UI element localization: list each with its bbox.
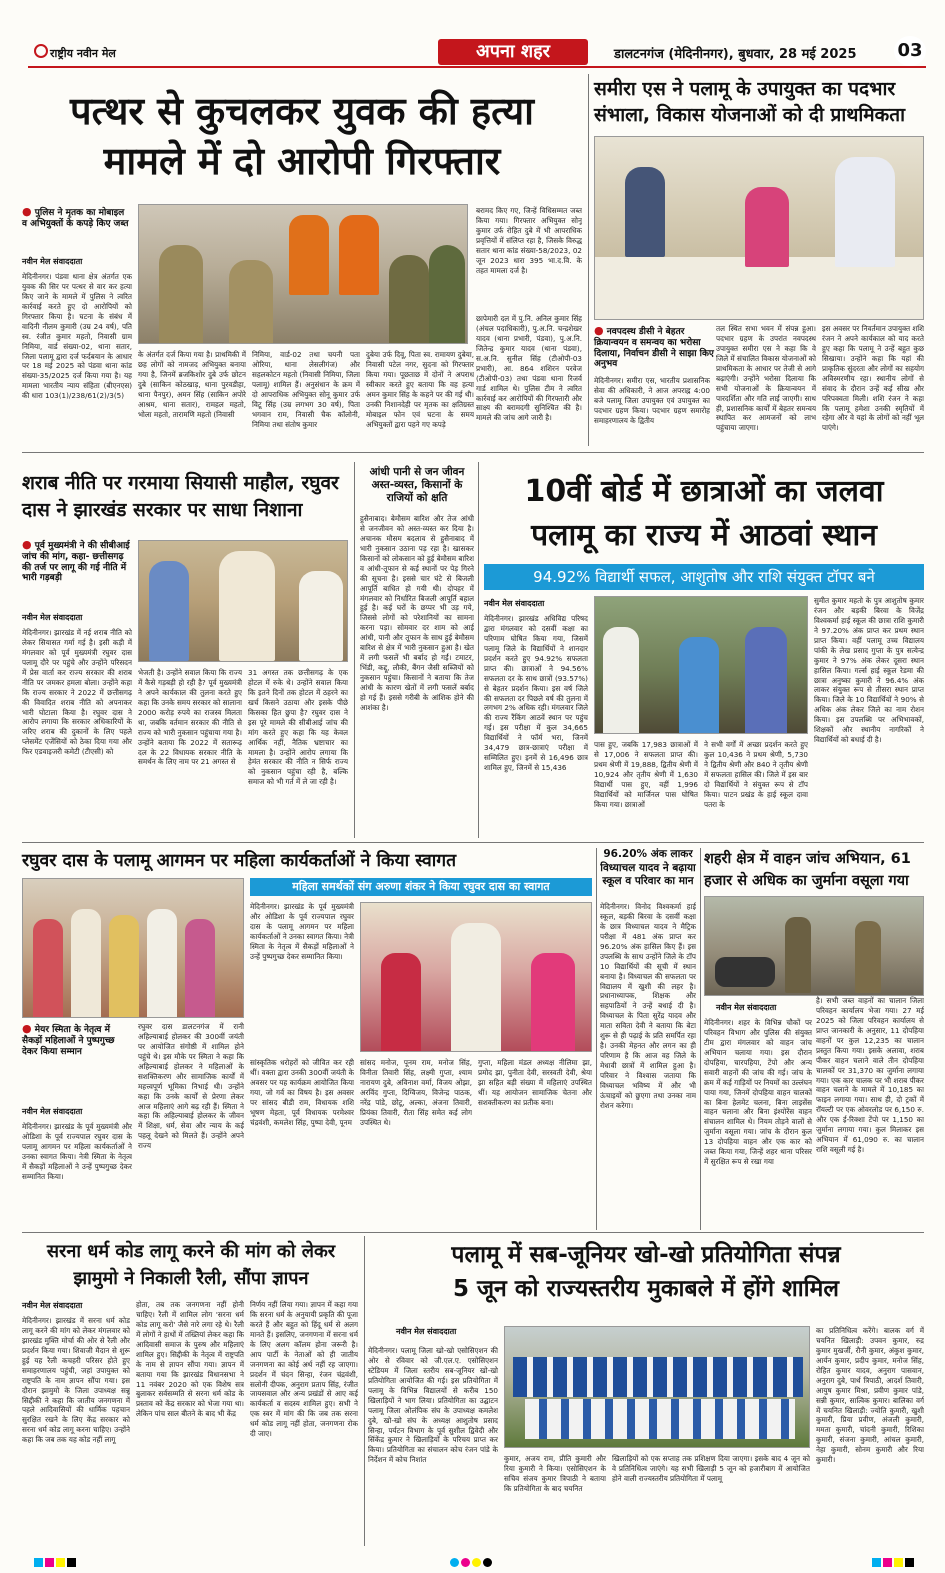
- team-row: [513, 1357, 803, 1397]
- registration-color-strip: [450, 1552, 494, 1571]
- story8-byline: नवीन मेल संवाददाता: [716, 1003, 777, 1012]
- divider: [596, 848, 597, 1230]
- bullet-dot-icon: ●: [22, 205, 32, 218]
- story5-body-col2: पास हुए, जबकि 17,983 छात्राओं में से 17,006 ने सफलता प्राप्त की। प्रथम श्रेणी में 19,888, द्वितीय श्रेणी में 10,924 और तृतीय श्रेणी में 1,630 विद्यार्थी पास हुए, वहीं 1,996 विद्यार्थियों को मार्जिनल पास घोषित किया गया। छात्राओं: [594, 740, 698, 809]
- guest-figure: [381, 953, 421, 1052]
- story1-headline-line1: पत्थर से कुचलकर युवक की हत्या: [69, 89, 534, 133]
- speaker-figure: [149, 561, 189, 661]
- story4-headline: आंधी पानी से जन जीवन अस्त-व्यस्त, किसानों के राजियों को क्षति: [369, 466, 465, 505]
- masthead: [28, 36, 926, 68]
- story5-headline: [484, 470, 924, 558]
- story1-headline: [22, 86, 582, 186]
- story10-body-col4: का प्रतिनिधित्व करेंगे। बालक वर्ग में चयनित खिलाड़ी: उपवन कुमार, रुद्र कुमार मुखर्जी, रौनी कुमार, अंकुश कुमार, आर्यन कुमार, प्रदीप कुमार, मनोज सिंह, रोहित कुमार यादव, अनुराग पासवान, अनुराग दुबे, पार्थ त्रिपाठी, आदर्श तिवारी, आयुष कुमार मिश्रा, प्रवीण कुमार पांडे, सन्नी कुमार, सात्विक कुमार। बालिका वर्ग में चयनित खिलाड़ी: ज्योति कुमारी, खुशी कुमारी, प्रिया प्रवीण, अंजली कुमारी, ममता कुमारी, चांदनी कुमारी, रिशिका कुमारी, संजना कुमारी, आंचल कुमारी, नेहा कुमारी, सोनम कुमारी और रिया कुमारी।: [816, 1326, 924, 1465]
- bullet-dot-icon: ●: [594, 324, 604, 337]
- story10-headline: [368, 1238, 924, 1306]
- story6-body-col1b: [250, 902, 354, 1052]
- police-figure: [159, 245, 203, 344]
- story9-body-col2: होता, तब तक जनगणना नहीं होनी चाहिए। रैली में शामिल लोग 'सरना धर्म कोड लागू करो' जैसे नारे लगा रहे थे। रैली में लोगों ने हाथों में तख्तियां लेकर कहा कि आदिवासी समाज के पुरुष और महिलाएं शामिल हुए। सिद्दीकी के नेतृत्व में राष्ट्रपति के नाम से ज्ञापन सौंपा गया। ज्ञापन में बताया गया कि झारखंड विधानसभा ने 11 नवंबर 2020 को एक विशेष सत्र बुलाकर सर्वसम्मति से सरना धर्म कोड के प्रस्ताव को केंद्र सरकार को भेजा गया था। लेकिन पांच साल बीतने के बाद भी केंद्र: [136, 1300, 244, 1419]
- story1-body-col2: के अंतर्गत दर्ज किया गया है। प्राथमिकी में छह लोगों को नामजद अभियुक्त बनाया गया है, जिनमें ब्रजकिशोर दुबे उर्फ छोटन दुबे (साकिन कोठखाड़, थाना पुरवडीहा, थाना पैनपुर), अमन सिंह (साकिन अपोरे आश्रम, थाना सतार), रामहल महतो, भोला महतो, तारामणि महतो (निवासी: [138, 350, 246, 419]
- story6-byline: नवीन मेल संवाददाता: [22, 1107, 83, 1116]
- paper-name: राष्ट्रीय नवीन मेल: [50, 47, 116, 60]
- divider: [354, 462, 355, 838]
- story10-photo: [504, 1326, 810, 1448]
- officer-figure: [785, 917, 811, 993]
- story5-body-col3: ने सभी वर्गों में अच्छा प्रदर्शन करते हुए कुल 10,436 ने प्रथम श्रेणी, 5,730 ने द्वितीय श्रेणी और 840 ने तृतीय श्रेणी में सफलता हासिल की। जिले में इस बार दो विद्यार्थियों ने संयुक्त रूप से टॉप किया। पाटन प्रखंड के हाई स्कूल दावा पतरा के: [704, 740, 808, 809]
- story6-headline: रघुवर दास के पलामू आगमन पर महिला कार्यकर्ताओं ने किया स्वागत: [22, 851, 457, 871]
- story10-body-col2: कुमार, अजय राम, प्रीति कुमारी और रिया कुमारी ने किया। एसोसिएशन के सचिव संजय कुमार त्रिपाठी ने बताया कि प्रतियोगिता के बाद चयनित: [504, 1454, 606, 1493]
- group-figure: [33, 919, 63, 1018]
- paper-logo-icon: [34, 44, 48, 58]
- story6-body-col3: सांस्कृतिक धरोहरों को जीवित कर रही थीं। वक्ता द्वारा उनकी 300वीं जयंती के अवसर पर यह कार्यक्रम आयोजित किया गया, जो गर्व का विषय है। इस अवसर पर सांसद बीडी राम, विधायक शशि भूषण मेहता, पूर्व विधायक परमेश्वर चंद्रवंशी, कमलेश सिंह, पुष्पा देवी, पूनम: [250, 1058, 354, 1127]
- story5-subhead: 94.92% विद्यार्थी सफल, आशुतोष और राशि संयुक्त टॉपर बने: [484, 564, 924, 590]
- story2-headline: समीरा एस ने पलामू के उपायुक्त का पदभार संभाला, विकास योजनाओं को दी प्राथमिकता: [594, 78, 906, 126]
- story1-bullet-text: पुलिस ने मृतक का मोबाइल व अभियुक्तों के कपड़े किए जब्त: [22, 208, 129, 229]
- registration-color-strip: [34, 1552, 78, 1571]
- story2-bullet: [594, 324, 714, 370]
- story3-photo: [138, 540, 348, 662]
- story1-body-col5a: बरामद किए गए, जिन्हें विधिसम्मत जब्त किया गया। गिरफ्तार अभियुक्त सोनू कुमार उर्फ रोहित दुबे में भी आपराधिक प्रवृत्तियों में संलिप्त रहा है, जिसके विरुद्ध सतार थाना कांड संख्या-58/2023, 02 जून 2023 धारा 395 भा.द.वि. के तहत मामला दर्ज है।: [476, 206, 582, 275]
- group-figure: [185, 919, 215, 1018]
- story3-body-col1: मेदिनीनगर। झारखंड में नई शराब नीति को लेकर सियासत गर्मा गई है। इसी कड़ी में मंगलवार को पूर्व मुख्यमंत्री रघुवर दास पलामू दौरे पर पहुंचे और उन्होंने परिसदन में प्रेस वार्ता कर राज्य सरकार की शराब नीति पर जमकर हमला बोला। उन्होंने कहा कि राज्य सरकार ने 2022 में छत्तीसगढ़ की विवादित शराब नीति को अपनाकर भारी घोटाला किया है। रघुवर दास ने आरोप लगाया कि सरकार अधिकारियों के जरिए शराब की दुकानों के लिए पहले प्लेसमेंट एजेंसियों को ठेका दिया गया और फिर एडवाइजरी कमेटी (टीएसी) को: [22, 628, 132, 757]
- dateline: डालटनगंज (मेदिनीनगर), बुधवार, 28 मई 2025: [614, 47, 857, 62]
- group-figure: [147, 909, 177, 1018]
- story2-body-col1: मेदिनीनगर। समीरा एस, भारतीय प्रशासनिक सेवा की अधिकारी, ने आज अपराह्न 4:00 बजे पलामू जिला उपायुक्त एवं उपायुक्त का पदभार ग्रहण किया। पदभार ग्रहण समारोह समाहरणालय के द्वितीय: [594, 376, 710, 425]
- story8-body-col2: है। सभी जब्त वाहनों का चालान जिला परिवहन कार्यालय भेजा गया। 27 मई 2025 को जिला परिवहन कार्यालय से प्राप्त जानकारी के अनुसार, 11 दोपहिया वाहनों पर कुल 12,235 का चालान प्रस्तुत किया गया। इसके अलावा, शराब पीकर वाहन चलाने वाले तीन दोपहिया चालकों पर 31,370 का जुर्माना लगाया गया। एक कार चालक पर भी शराब पीकर वाहन चलाने के मामले में 10,185 का फाइन लगाया गया। साथ ही, दो ट्रकों में रॉयल्टी पर एक ओवरलोड पर 6,150 रु. और एक ई-रिक्शा टेंपो पर 1,150 का जुर्माना लगाया गया। कुल मिलाकर इस अभियान में 61,090 रु. का चालान राशि वसूली गई है।: [816, 996, 924, 1155]
- story5-byline: नवीन मेल संवाददाता: [484, 599, 545, 608]
- vehicle: [715, 957, 775, 987]
- story4-body: हुसैनाबाद। बेमौसम बारिश और तेज आंधी से जनजीवन को अस्त-व्यस्त कर दिया है। अचानक मौसम बदलाव से हुसैनाबाद में भारी नुकसान उठाना पड़ रहा है। खासकर किसानों को लोकसान को हुई बेमौसम बारिश व आंधी-तूफान से कई स्थानों पर पेड़ गिरने की सूचना है। इससे चार घंटे से बिजली आपूर्ति बाधित हो गयी थी। दोपहर में मंगलवार को निर्धारित बिजली आपूर्ति बहाल हुई है। कई घरों के छप्पर भी उड़ गये, जिससे लोगों को परेशानियों का सामना करना पड़ा। सोमवार दर शाम को आई आंधी, पानी और तूफान के साथ हुई बेमौसम बारिश से क्षेत्र में भारी नुकसान हुआ है। खेत में लगी फसलें भी बर्बाद हो गईं। टमाटर, भिंडी, कद्दू, लौकी, बैंगन जैसी सब्जियों को नुकसान पहुंचा। किसानों ने बताया कि तेज आंधी के कारण खेतों में लगी फसलें बर्बाद हो गई हैं। इससे गरीबी के आंशिक होने की आशंका है।: [360, 514, 474, 712]
- story5-body-col4: सुमीत कुमार महतो के पुत्र आशुतोष कुमार रंजन और बड़की बिरवा के विजेंद्र विश्वकर्मा हाई स्कूल की छात्रा राशि कुमारी ने 97.20% अंक प्राप्त कर प्रथम स्थान प्राप्त किया। वहीं पलामू उच्च विद्यालय पांकी के लेख प्रसाद गुप्ता के पुत्र सत्येन्द्र कुमार ने 97% अंक लेकर दूसरा स्थान हासिल किया। गर्ल्स हाई स्कूल रेडमा की छात्रा अनुष्का कुमारी ने 96.4% अंक लाकर संयुक्त रूप से तीसरा स्थान प्राप्त किया। जिले के 10 विद्यार्थियों ने 90% से अधिक अंक लेकर जिले का नाम रोशन किया। इस उपलब्धि पर अभिभावकों, शिक्षकों और स्थानीय नागरिकों ने विद्यार्थियों को बधाई दी है।: [814, 596, 924, 745]
- official-figure: [745, 187, 789, 267]
- group-figure: [109, 915, 139, 1018]
- story1-body-col5b: छापेमारी दल में पु.नि. अनिल कुमार सिंह (अंचल पदाधिकारी), पु.अ.नि. चन्द्रशेखर यादव (थाना प्रभारी, पंडवा), पु.अ.नि. जितेन्द्र कुमार यादव (थाना पंडवा), स.अ.नि. सुनील सिंह (टीओपी-03 प्रभारी), आ. 864 शशिरन परवेज (टीओपी-03) तथा पंडवा थाना रिजर्व गार्ड शामिल थे। पुलिस टीम ने त्वरित कार्रवाई कर आरोपियों की गिरफ्तारी और साक्ष्य की बरामदगी सुनिश्चित की है। मामले की जांच आगे जारी है।: [476, 314, 582, 423]
- story10-headline-line2: 5 जून को राज्यस्तरीय मुकाबले में होंगे शामिल: [452, 1276, 839, 1302]
- story7-headline: 96.20% अंक लाकर विध्याचल यादव ने बढ़ाया स्कूल व परिवार का मान: [600, 848, 696, 888]
- story3-bullet: [22, 538, 132, 584]
- story10-byline: नवीन मेल संवाददाता: [396, 1327, 457, 1336]
- story8-body-col1: मेदिनीनगर। शहर के विभिन्न चौकों पर परिवहन विभाग और पुलिस की संयुक्त टीम द्वारा मंगलवार को वाहन जांच अभियान चलाया गया। इस दौरान दोपहिया, चारपहिया, टेंपो और अन्य सवारी वाहनों की जांच की गई। जांच के क्रम में कई गाड़ियों पर नियमों का उल्लंघन पाया गया, जिनमें दोपहिया वाहन चालकों का बिना हेलमेट चलना, बिना लाइसेंस वाहन चलाना और बिना इंश्योरेंस वाहन संचालन शामिल थे। नियम तोड़ने वालों से जुर्माना वसूला गया। जांच के दौरान कुल 13 दोपहिया वाहन और एक कार को जब्त किया गया, जिन्हें शहर थाना परिसर में सुरक्षित रूप से रखा गया: [704, 1018, 812, 1167]
- story6-bullet: [22, 1022, 132, 1057]
- story5-headline-line1: 10वीं बोर्ड में छात्राओं का जलवा: [524, 474, 884, 509]
- police-figure: [229, 260, 273, 344]
- accused-figure: [339, 215, 379, 295]
- police-figure: [389, 255, 429, 344]
- story1-body-col3: निमिया, वार्ड-02 तथा चयनी पता ओरिया, थाना लेसलीगंज) और सहलकोटन महतो (निवासी निमिया, जिला पलामू) शामिल हैं। अनुसंधान के क्रम में दो आपराधिक अभियुक्त सोनू कुमार उर्फ विटू सिंह (उम्र लगभग 30 वर्ष), पिता भगवान राम, निवासी चैक कॉलोनी, निमिया तथा संतोष कुमार: [252, 350, 360, 429]
- guest-figure: [531, 953, 575, 1052]
- divider: [22, 1232, 924, 1233]
- accused-figure: [289, 215, 329, 295]
- story3-headline: शराब नीति पर गरमाया सियासी माहौल, रघुवर दास ने झारखंड सरकार पर साधा निशाना: [22, 472, 339, 521]
- story3-bullet-text: पूर्व मुख्यमंत्री ने की सीबीआई जांच की मांग, कहा- छत्तीसगढ़ की तर्ज पर लागू की गई नीति में भारी गड़बड़ी: [22, 541, 130, 584]
- registration-color-strip: [872, 1552, 916, 1571]
- official-figure: [625, 167, 665, 257]
- story9-headline: सरना धर्म कोड लागू करने की मांग को लेकर झामुमो ने निकाली रैली, सौंपा ज्ञापन: [46, 1241, 336, 1289]
- divider: [22, 452, 924, 453]
- bullet-dot-icon: ●: [22, 538, 32, 551]
- team-row: [525, 1399, 795, 1439]
- story5-body-col1: मेदिनीनगर। झारखंड अधिविद्य परिषद द्वारा मंगलवार को दसवीं कक्षा का परिणाम घोषित किया गया, जिसमें पलामू जिले के विद्यार्थियों ने शानदार प्रदर्शन करते हुए 94.92% सफलता प्राप्त की। छात्राओं ने 94.56% सफलता दर के साथ छात्रों (93.57%) से बेहतर प्रदर्शन किया। इस वर्ष जिले की सफलता दर पिछले वर्ष की तुलना में लगभग 2% अधिक रही। मंगलवार जिले की राज्य रैंकिंग आठवें स्थान पर पहुंच गई। इस परीक्षा में कुल 34,665 विद्यार्थियों ने फॉर्म भरा, जिनमें 34,479 छात्र-छात्राएं परीक्षा में सम्मिलित हुए। इनमें से 16,496 छात्र शामिल हुए, जिनमें से 15,436: [484, 614, 588, 773]
- divider: [700, 848, 701, 1230]
- officer-figure: [855, 921, 881, 993]
- divider: [364, 1236, 365, 1546]
- student-figure: [679, 637, 719, 734]
- story6-bullet-text: मेयर स्मिता के नेतृत्व में सैकड़ों महिलाओं ने पुष्पगुच्छ देकर किया सम्मान: [22, 1025, 115, 1057]
- student-figure: [603, 627, 639, 734]
- story6-body-col2: रघुवर दास डालटनगंज में रानी अहिल्याबाई होलकर की 300वीं जयंती पर आयोजित संगोष्ठी में शामिल होने पहुंचे थे। इस मौके पर स्मिता ने कहा कि अहिल्याबाई होलकर ने महिलाओं के सशक्तिकरण और सामाजिक कार्यों में महत्त्वपूर्ण भूमिका निभाई थी। उन्होंने कहा कि उनके कार्यों से प्रेरणा लेकर आज महिलाएं आगे बढ़ रही हैं। स्मिता ने कहा कि अहिल्याबाई होलकर के जीवन में शिक्षा, धर्म, सेवा और न्याय के कई पहलू देखने को मिलते हैं। उन्होंने अपने राज्य: [138, 1022, 244, 1151]
- story2-body-col2: तल स्थित सभा भवन में संपन्न हुआ। पदभार ग्रहण के उपरांत नवपदस्थ उपायुक्त समीरा एस ने कहा कि वे जिले में संचालित विकास योजनाओं को प्राथमिकता के आधार पर तेजी से आगे बढ़ाएंगी। उन्होंने भरोसा दिलाया कि सभी योजनाओं के क्रियान्वयन में पारदर्शिता और गति लाई जाएगी। साथ ही, प्रशासनिक कार्यों में बेहतर समन्वय स्थापित कर आमजनों को लाभ पहुंचाया जाएगा।: [716, 324, 816, 433]
- story6-photo-right: [360, 902, 592, 1052]
- story1-byline: नवीन मेल संवाददाता: [22, 257, 83, 266]
- speaker-figure: [219, 551, 275, 661]
- story10-body-col3: खिलाड़ियों को एक सप्ताह तक प्रशिक्षण दिया जाएगा। इसके बाद 4 जून को वे प्रतिनिधित्व जाएंगे। यह सभी खिलाड़ी 5 जून को हजारीबाग में आयोजित होने वाली राज्यस्तरीय प्रतियोगिता में पलामू: [612, 1454, 810, 1483]
- story6-body-intro: मेदिनीनगर। झारखंड के पूर्व मुख्यमंत्री और ओडिशा के पूर्व राज्यपाल रघुवर दास के पलामू आगमन पर महिला कार्यकर्ताओं ने उनका स्वागत किया। नेत्री स्मिता के नेतृत्व में सैकड़ों महिलाओं ने उन्हें पुष्पगुच्छ देकर सम्मानित किया।: [250, 902, 354, 961]
- story8-photo: [704, 896, 924, 996]
- story10-headline-line1: पलामू में सब-जूनियर खो-खो प्रतियोगिता संपन्न: [451, 1242, 841, 1268]
- story2-body-col3: इस अवसर पर निवर्तमान उपायुक्त शशि रंजन ने अपने कार्यकाल को याद करते हुए कहा कि पलामू ने उन्हें बहुत कुछ सिखाया। उन्होंने कहा कि यहां की प्राकृतिक सुंदरता और लोगों का सहयोग अविस्मरणीय रहा। स्थानीय लोगों से संवाद के दौरान उन्हें कई सीख और परिपक्वता मिली। शशि रंजन ने कहा कि पलामू हमेशा उनकी स्मृतियों में रहेगा और वे यहां के लोगों को नहीं भूल पाएंगे।: [822, 324, 924, 433]
- story2-bullet-text: नवपदस्थ डीसी ने बेहतर क्रियान्वयन व समन्वय का भरोसा दिलाया, निर्वाचन डीसी ने साझा किए अनुभव: [594, 327, 714, 370]
- story9-body-col3: निर्णय नहीं लिया गया। ज्ञापन में कहा गया कि सरना धर्म के अनुयायी प्रकृति की पूजा करते हैं और बहुत को हिंदू धर्म से अलग मानते हैं। इसलिए, जनगणना में सरना धर्म के लिए अलग कॉलम होना जरूरी है। आप पार्टी के नेताओं को ही जातीय जनगणना का कोई अर्थ नहीं रह जाएगा। प्रदर्शन में चंदन सिन्हा, रंजन चंद्रवंशी, सलोनी दीपक, अनुराग प्रताप सिंह, रंजीत जायसवाल और अन्य प्रखंडों से आए कई कार्यकर्ता व सदस्य शामिल हुए। सभी ने एक स्वर में मांग की कि जब तक सरना धर्म कोड लागू नहीं होता, जनगणना रोक दी जाए।: [250, 1300, 358, 1439]
- story9-byline: नवीन मेल संवाददाता: [22, 1301, 83, 1310]
- story10-body-col1: मेदिनीनगर। पलामू जिला खो-खो एसोसिएशन की ओर से रविवार को जी.एल.ए. एसोसिएशन स्टेडियम में जिला स्तरीय सब-जूनियर खो-खो प्रतियोगिता आयोजित की गई। इस प्रतियोगिता में पलामू के विभिन्न विद्यालयों से करीब 150 खिलाड़ियों ने भाग लिया। प्रतियोगिता का उद्घाटन पलामू जिला ओलंपिक संघ के उपाध्यक्ष कमलेश दुबे, खो-खो संघ के अध्यक्ष आशुतोष प्रसाद सिन्हा, पर्यटन विभाग के पूर्व सुशील द्विवेदी और सिंकेंद्र कुमार ने खिलाड़ियों के परिचय प्राप्त कर किया। प्रतियोगिता का संचालन कोच रंजन पांडे के निर्देशन में कोच निशांत: [368, 1346, 498, 1465]
- official-figure: [835, 157, 895, 267]
- bullet-dot-icon: ●: [22, 1022, 32, 1035]
- section-label: अपना शहर: [438, 39, 588, 65]
- story1-body-col1: मेदिनीनगर। पंडवा थाना क्षेत्र अंतर्गत एक युवक की सिर पर पत्थर से वार कर हत्या किए जाने के मामले में पुलिस ने त्वरित कार्रवाई करते हुए दो आरोपियों को गिरफ्तार किया है। घटना के संबंध में वादिनी नीलम कुमारी (उम्र 24 वर्ष), पति स्व. रंजीत कुमार महतो, निवासी ग्राम निमिया, वार्ड संख्या-02, थाना सतार, जिला पलामू द्वारा दर्ज फर्दबयान के आधार पर 18 मई 2025 को पंडवा थाना कांड संख्या-35/2025 दर्ज किया गया है। यह मामला भारतीय न्याय संहिता (बीएनएस) की धारा 103(1)/238/61(2)/3(5): [22, 272, 132, 401]
- story6-photo-left: [22, 878, 244, 1018]
- story1-headline-line2: मामले में दो आरोपी गिरफ्तार: [103, 139, 501, 183]
- divider: [588, 74, 589, 446]
- story5-headline-line2: पलामू का राज्य में आठवां स्थान: [531, 518, 877, 553]
- story6-body-col4: सांसद मनोज, पूनम राम, मनोज सिंह, विनीता तिवारी सिंह, लक्ष्मी गुप्ता, श्याम नारायण दुबे, अविनाश वर्मा, विजय ओझा, अरविंद गुप्ता, दिग्विजय, विजेन्द्र पाठक, नरेंद्र पांडे, छोटू, अल्का, अंजना तिवारी, प्रियंका तिवारी, रीता सिंह समेत कई लोग उपस्थित थे।: [360, 1058, 472, 1127]
- story7-body: मेदिनीनगर। विनोद विश्वकर्मा हाई स्कूल, बड़की बिरवा के दसवीं कक्षा के छात्र विध्याचल यादव ने मैट्रिक परीक्षा में 481 अंक प्राप्त कर 96.20% अंक हासिल किए हैं। इस उपलब्धि के साथ उन्होंने जिले के टॉप 10 विद्यार्थियों की सूची में स्थान बनाया है। विध्याचल की सफलता पर विद्यालय में खुशी की लहर है। प्रधानाध्यापक, शिक्षक और सहपाठियों ने उन्हें बधाई दी है। विध्याचल के पिता सुरेंद्र यादव और माता सविता देवी ने बताया कि बेटा शुरू से ही पढ़ाई के प्रति समर्पित रहा है। उनकी मेहनत और लगन का ही परिणाम है कि आज वह जिले के मेधावी छात्रों में शामिल हुआ है। परिवार ने विश्वास जताया कि विध्याचल भविष्य में और भी ऊंचाइयों को छुएगा तथा उनका नाम रोशन करेगा।: [600, 902, 696, 1110]
- story8-headline: शहरी क्षेत्र में वाहन जांच अभियान, 61 हजार से अधिक का जुर्माना वसूला गया: [704, 851, 911, 889]
- divider: [478, 462, 479, 838]
- story1-bullet: [22, 205, 130, 230]
- story3-byline: नवीन मेल संवाददाता: [22, 613, 83, 622]
- group-figure: [71, 909, 101, 1018]
- story6-body-col5: गुप्ता, महिला मंडल अध्यक्ष नीलिमा झा, प्रमोद झा, पुनीता देवी, सरस्वती देवी, श्रेया झा सहित बड़ी संख्या में महिलाएं उपस्थित थीं। यह आयोजन सामाजिक चेतना और सशक्तीकरण का प्रतीक बना।: [478, 1058, 592, 1107]
- guest-figure: [451, 923, 501, 1052]
- student-figure: [745, 627, 787, 734]
- story6-subhead: महिला समर्थकों संग अरुणा शंकर ने किया रघुवर दास का स्वागत: [250, 878, 592, 896]
- story1-photo: [138, 204, 468, 344]
- story3-body-col2: भेजती है। उन्होंने सवाल किया कि राज्य में कैसे गड़बड़ी हो रही है? पूर्व मुख्यमंत्री ने अपने कार्यकाल की तुलना करते हुए कहा कि उनके समय सरकार को सालाना 2000 करोड़ रुपये का राजस्व मिलता था, जबकि वर्तमान सरकार की नीति से राज्य को भारी नुकसान पहुंचाया गया है। उन्होंने बताया कि 2022 में सतारूढ़ दल के 22 विधायक सरकार नीति के समर्थन के लिए नाम पर 21 अगस्त से: [138, 668, 242, 767]
- story5-photo: [594, 596, 808, 734]
- police-figure: [429, 245, 465, 344]
- story6-body-left: मेदिनीनगर। झारखंड के पूर्व मुख्यमंत्री और ओडिशा के पूर्व राज्यपाल रघुवर दास के पलामू आगमन पर महिला कार्यकर्ताओं ने उनका स्वागत किया। नेत्री स्मिता के नेतृत्व में सैकड़ों महिलाओं ने उन्हें पुष्पगुच्छ देकर सम्मानित किया।: [22, 1122, 132, 1181]
- story2-photo: [594, 136, 924, 320]
- speaker-figure: [299, 571, 343, 661]
- story1-body-col4: दुबेया उर्फ दिवू, पिता स्व. रामायण दुबेया, निवासी पटेल नगर, सुदना को गिरफ्तार किया गया। पूछताछ में दोनों ने अपराध स्वीकार करते हुए बताया कि वह हत्या अमन कुमार सिंह के कहने पर की गई थी। उनकी निशानदेही पर मृतक का क्षतिग्रस्त मोबाइल फोन एवं घटना के समय अभियुक्तों द्वारा पहने गए कपड़े: [366, 350, 474, 429]
- page-number: 03: [894, 36, 926, 66]
- divider: [22, 842, 924, 843]
- story9-body-col1: मेदिनीनगर। झारखंड में सरना धर्म कोड लागू करने की मांग को लेकर मंगलवार को झारखंड मुक्ति मोर्चा की ओर से रैली और प्रदर्शन किया गया। शिवाजी मैदान से शुरू हुई यह रैली कचहरी परिसर होते हुए समाहरणालय पहुंची, जहां उपायुक्त को राष्ट्रपति के नाम ज्ञापन सौंपा गया। इस दौरान झामुमो के जिला उपाध्यक्ष सन्नू सिद्दीकी ने कहा कि जातीय जनगणना में पहले आदिवासियों की धार्मिक पहचान सुरक्षित रखने के लिए केंद्र सरकार को सरना धर्म कोड लागू करना चाहिए। उन्होंने कहा कि जब तक यह कोड नहीं लागू: [22, 1316, 130, 1445]
- story3-body-col3: 31 अगस्त तक छत्तीसगढ़ के एक होटल में रुके थे। उन्होंने सवाल किया कि इतने दिनों तक होटल में ठहरने का खर्च किसने उठाया और इसके पीछे किसका हित छुपा है? रघुवर दास ने इस पूरे मामले की सीबीआई जांच की मांग करते हुए कहा कि यह केवल आर्थिक नहीं, नैतिक भ्रष्टाचार का मामला है। उन्होंने आरोप लगाया कि हेमंत सरकार की नीति न सिर्फ राज्य को नुकसान पहुंचा रही है, बल्कि समाज को भी गर्त में ले जा रही है।: [248, 668, 348, 787]
